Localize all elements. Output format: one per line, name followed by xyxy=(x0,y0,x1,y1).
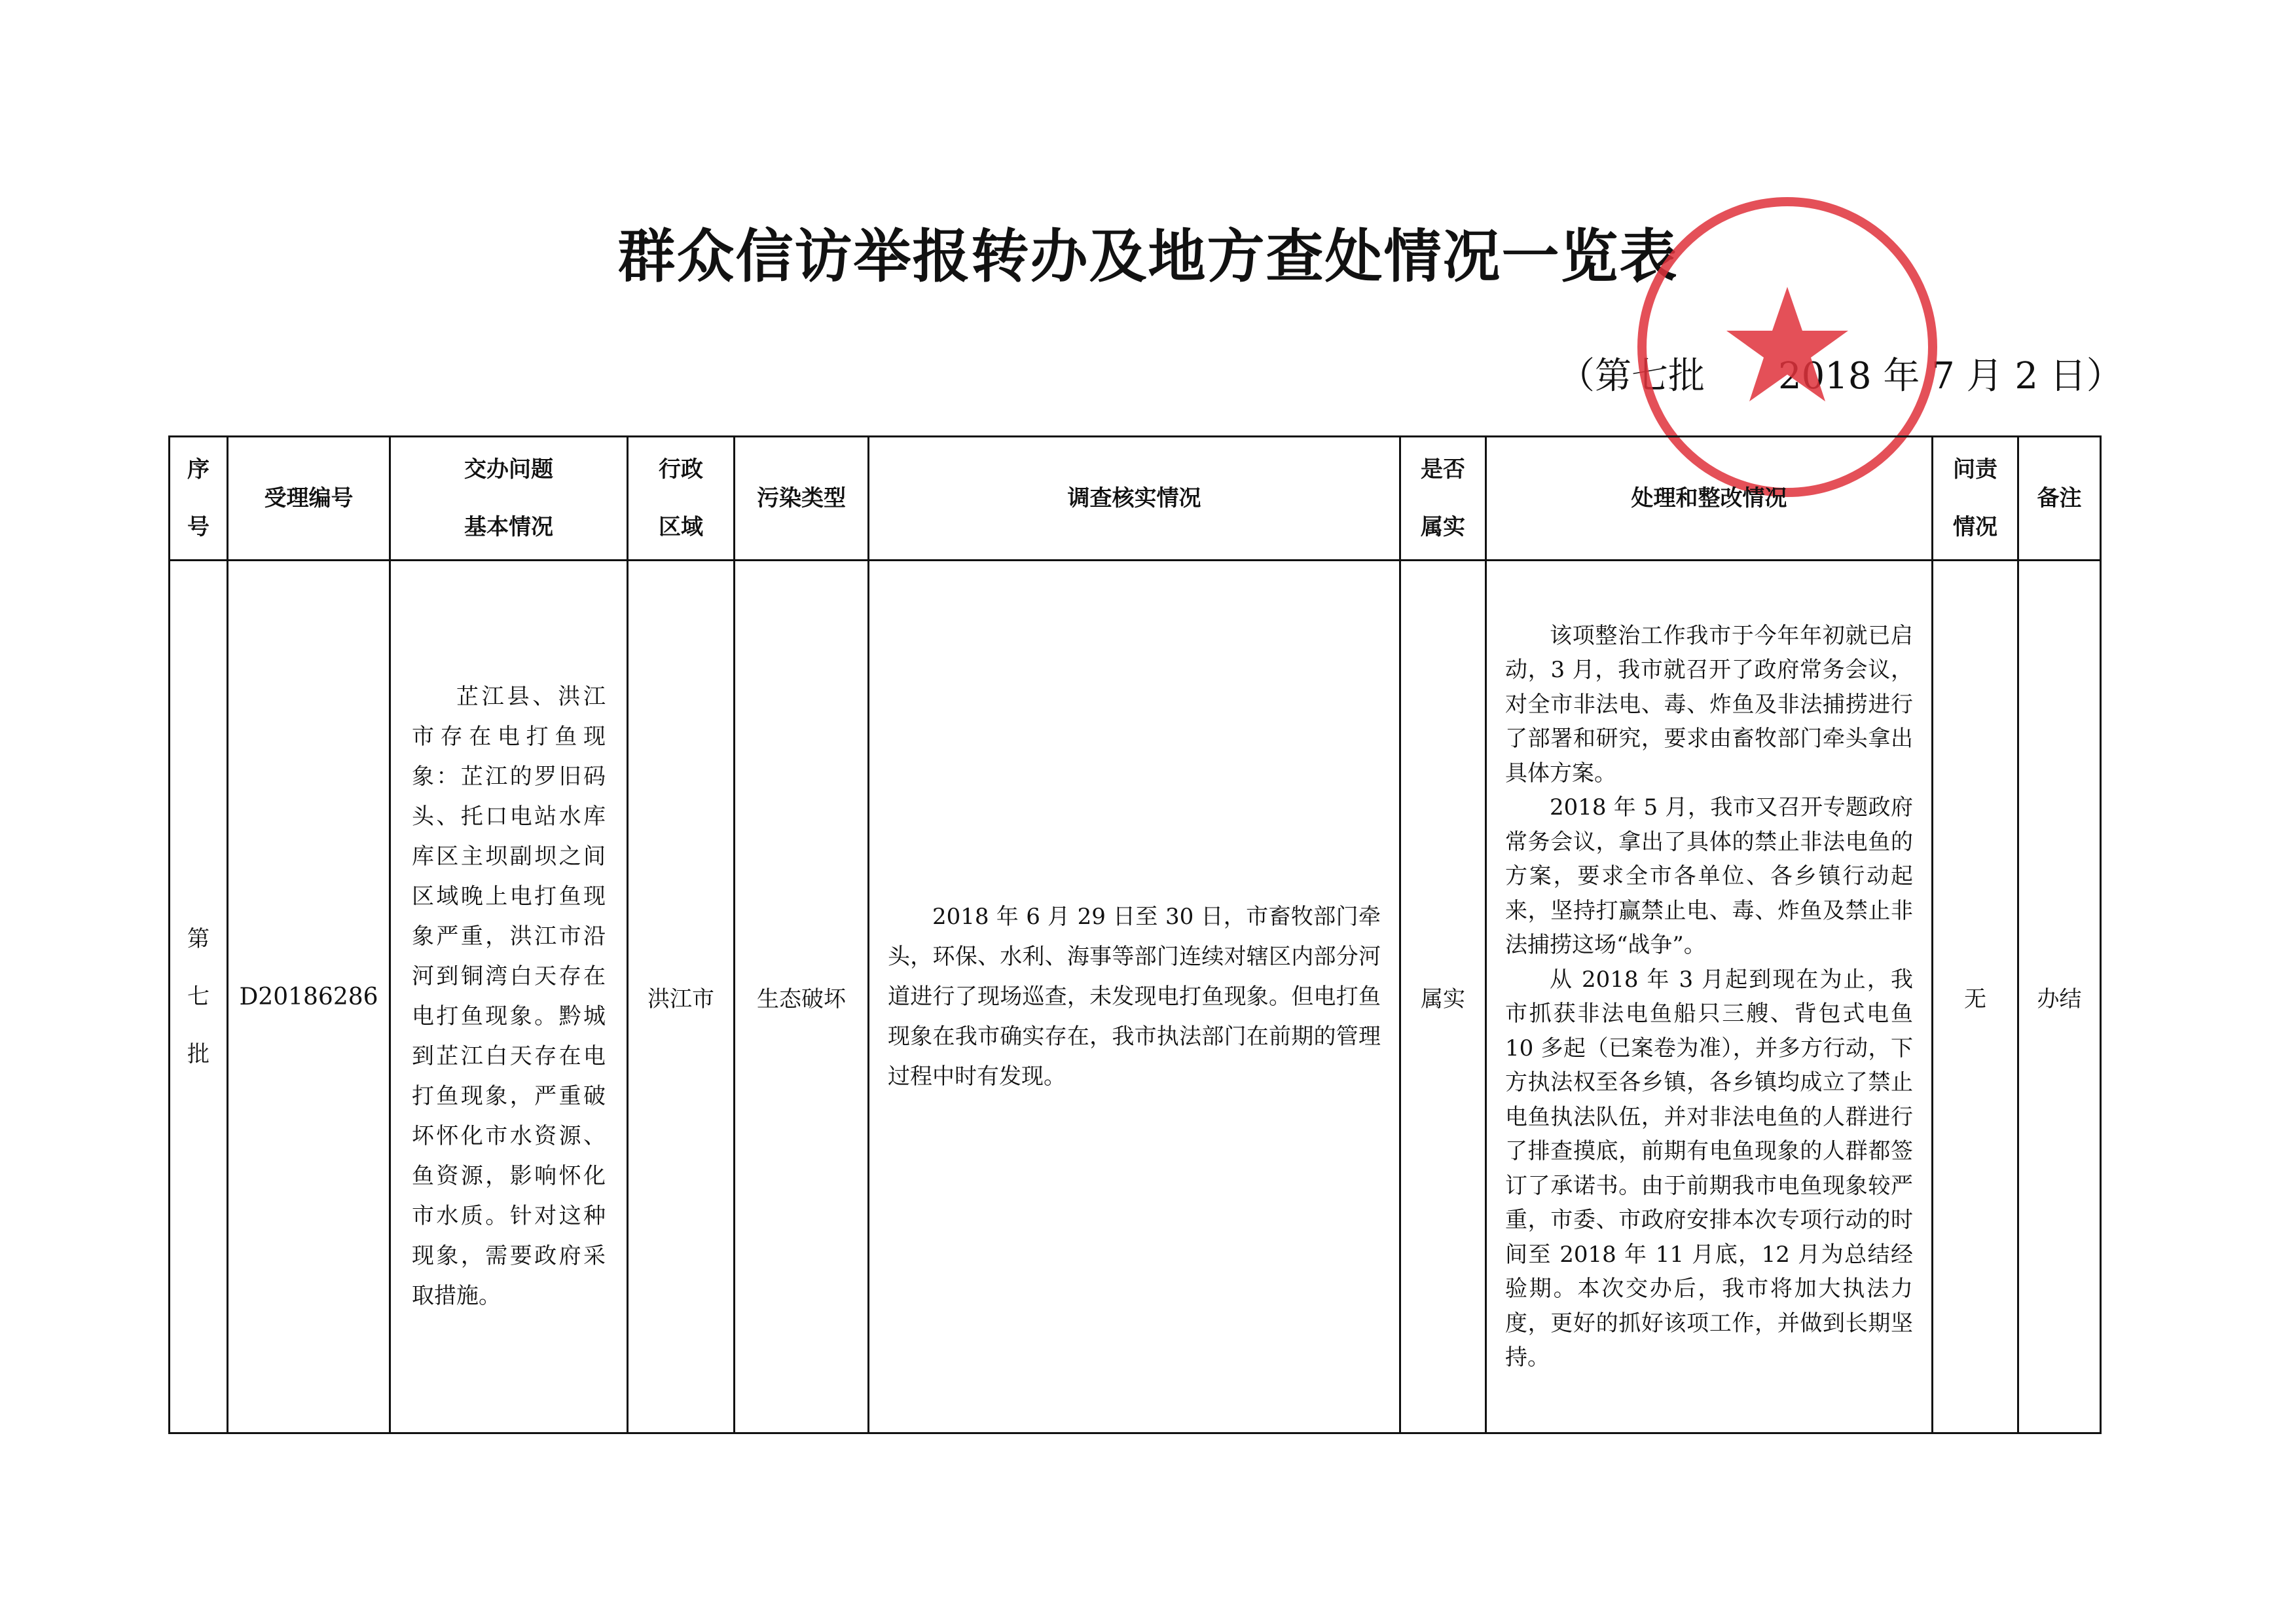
header-true-line2: 属实 xyxy=(1421,514,1465,540)
header-region xyxy=(628,437,735,561)
header-acc-line1: 问责 xyxy=(1953,456,1997,483)
header-investigation: 调查核实情况 xyxy=(869,437,1400,561)
basic-situation-text: 芷江县、洪江市存在电打鱼现象：芷江的罗旧码头、托口电站水库库区主坝副坝之间区域晚上电打鱼现象严重，洪江市沿河到铜湾白天存在电打鱼现象。黔城到芷江白天存在电打鱼现象，严重破坏怀化市水资源、鱼资源，影响怀化市水质。针对这种现象，需要政府采取措施。 xyxy=(412,684,606,1309)
handling-paragraph-3: 从 2018 年 3 月起到现在为止，我市抓获非法电鱼船只三艘、背包式电鱼 10 多起（已案卷为准），并多方行动，下方执法权至各乡镇，各乡镇均成立了禁止电鱼执法队伍，并对非法电鱼的人群进行了排查摸底，前期有电鱼现象的人群都签订了承诺书。由于前期我市电鱼现象较严重，市委、市政府安排本次专项行动的时间至 2018 年 11 月底，12 月为总结经验期。本次交办后，我市将加大执法力度，更好的抓好该项工作，并做到长期坚持。 xyxy=(1505,966,1913,1371)
header-acc-line2: 情况 xyxy=(1953,514,1997,540)
cell-region: 洪江市 xyxy=(628,561,735,1433)
cell-handling xyxy=(1486,561,1933,1433)
investigation-text: 2018 年 6 月 29 日至 30 日，市畜牧部门牵头，环保、水利、海事等部门连续对辖区内部分河道进行了现场巡查，未发现电打鱼现象。但电打鱼现象在我市确实存在，我市执法部门在前期的管理过程中时有发现。 xyxy=(888,903,1381,1090)
table-header-row xyxy=(170,437,2101,561)
header-region-line1: 行政 xyxy=(659,456,703,483)
header-pollution: 污染类型 xyxy=(735,437,869,561)
header-basic-line1: 交办问题 xyxy=(464,456,553,483)
header-remarks: 备注 xyxy=(2018,437,2101,561)
cell-investigation xyxy=(869,561,1400,1433)
cell-seq: 第七批 xyxy=(170,561,228,1433)
header-basic-line2: 基本情况 xyxy=(464,514,553,540)
header-region-line2: 区域 xyxy=(659,514,703,540)
complaint-table xyxy=(168,435,2102,1434)
cell-remarks: 办结 xyxy=(2018,561,2101,1433)
batch-date-label: （第七批 2018 年 7 月 2 日） xyxy=(1558,355,2123,397)
cell-is-true: 属实 xyxy=(1400,561,1486,1433)
header-seq: 序号 xyxy=(170,437,228,561)
cell-pollution-type: 生态破坏 xyxy=(735,561,869,1433)
cell-id: D20186286 xyxy=(228,561,390,1433)
table-row xyxy=(170,561,2101,1433)
cell-accountability: 无 xyxy=(1933,561,2018,1433)
header-handling: 处理和整改情况 xyxy=(1486,437,1933,561)
handling-paragraph-1: 该项整治工作我市于今年年初就已启动，3 月，我市就召开了政府常务会议，对全市非法电、毒、炸鱼及非法捕捞进行了部署和研究，要求由畜牧部门牵头拿出具体方案。 xyxy=(1505,622,1913,786)
document-title: 群众信访举报转办及地方查处情况一览表 xyxy=(617,223,1679,290)
header-true-line1: 是否 xyxy=(1421,456,1465,483)
header-is-true xyxy=(1400,437,1486,561)
header-basic xyxy=(390,437,628,561)
handling-paragraph-2: 2018 年 5 月，我市又召开专题政府常务会议，拿出了具体的禁止非法电鱼的方案，要求全市各单位、各乡镇行动起来，坚持打赢禁止电、毒、炸鱼及禁止非法捕捞这场“战争”。 xyxy=(1505,794,1913,958)
header-id: 受理编号 xyxy=(228,437,390,561)
cell-basic-situation xyxy=(390,561,628,1433)
header-accountability xyxy=(1933,437,2018,561)
seal-star-icon xyxy=(1726,287,1848,401)
